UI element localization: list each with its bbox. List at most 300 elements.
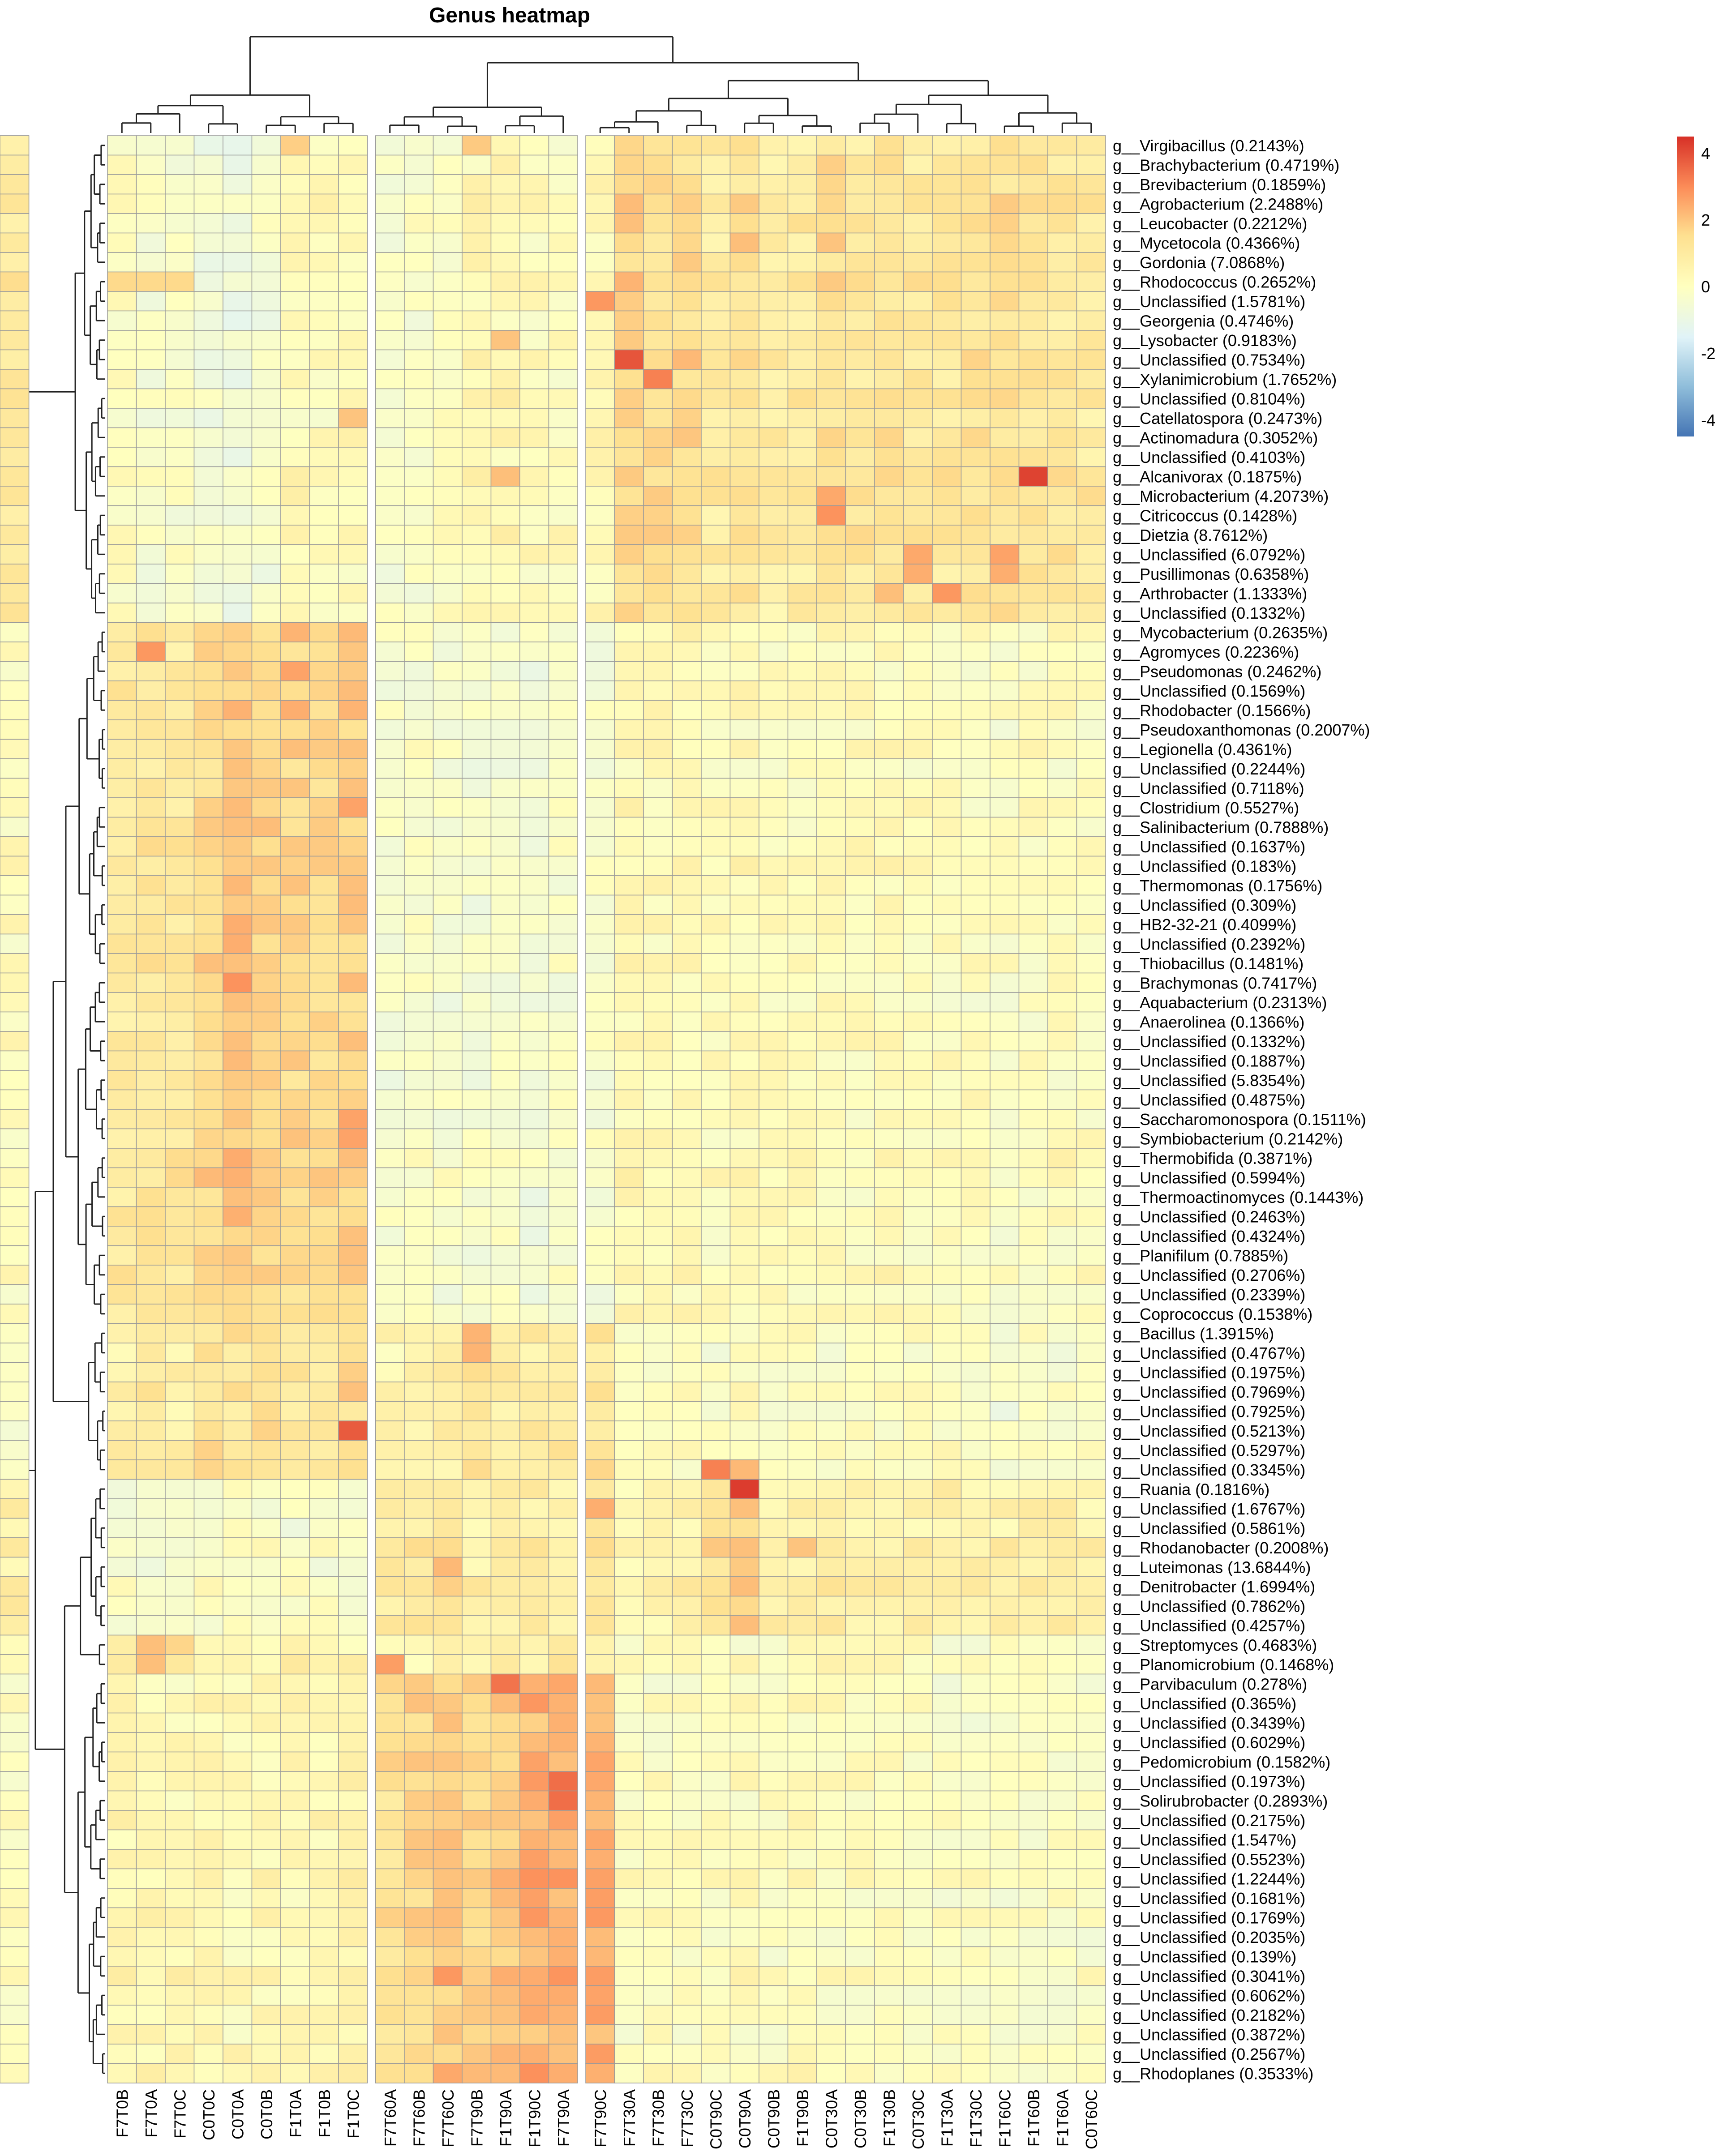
heatmap-cell <box>875 1966 904 1986</box>
heatmap-cell <box>615 1771 644 1791</box>
heatmap-cell <box>788 428 817 448</box>
heatmap-cell <box>491 798 520 817</box>
heatmap-cell <box>643 1596 673 1616</box>
heatmap-cell <box>875 1538 904 1557</box>
heatmap-cell <box>643 1226 673 1246</box>
heatmap-cell <box>673 175 702 194</box>
heatmap-cell <box>788 856 817 876</box>
heatmap-cell <box>730 467 759 487</box>
heatmap-cell <box>0 934 29 954</box>
heatmap-cell <box>730 1168 759 1188</box>
heatmap-cell <box>433 779 463 798</box>
heatmap-cell <box>404 1810 433 1830</box>
heatmap-cell <box>701 2064 730 2083</box>
heatmap-cell <box>1019 1012 1048 1032</box>
heatmap-cell <box>846 486 875 506</box>
heatmap-cell <box>875 252 904 272</box>
heatmap-cell <box>1048 272 1077 292</box>
heatmap-cell <box>404 1168 433 1188</box>
heatmap-cell <box>904 486 933 506</box>
heatmap-cell <box>137 1421 166 1441</box>
heatmap-cell <box>730 564 759 584</box>
heatmap-cell <box>990 1694 1019 1713</box>
heatmap-cell <box>252 233 281 253</box>
heatmap-cell <box>904 389 933 409</box>
heatmap-cell <box>281 584 310 603</box>
heatmap-cell <box>788 817 817 837</box>
heatmap-cell <box>376 1421 405 1441</box>
heatmap-cell <box>310 1031 339 1051</box>
heatmap-cell <box>339 1109 368 1129</box>
heatmap-cell <box>165 272 194 292</box>
heatmap-cell <box>875 817 904 837</box>
heatmap-cell <box>615 1849 644 1869</box>
heatmap-cell <box>0 2064 29 2083</box>
heatmap-cell <box>615 701 644 720</box>
heatmap-cell <box>252 1538 281 1557</box>
heatmap-cell <box>759 1441 788 1460</box>
heatmap-cell <box>520 584 549 603</box>
heatmap-cell <box>223 311 252 331</box>
heatmap-cell <box>281 506 310 526</box>
heatmap-cell <box>1077 447 1106 467</box>
heatmap-cell <box>0 1343 29 1363</box>
heatmap-cell <box>1077 525 1106 545</box>
heatmap-cell <box>433 1869 463 1889</box>
heatmap-cell <box>520 252 549 272</box>
heatmap-cell <box>673 1713 702 1733</box>
heatmap-cell <box>1019 623 1048 642</box>
heatmap-cell <box>520 895 549 915</box>
heatmap-cell <box>223 428 252 448</box>
heatmap-cell <box>549 1363 578 1382</box>
heatmap-cell <box>759 1285 788 1305</box>
heatmap-cell <box>137 214 166 233</box>
heatmap-cell <box>1019 1752 1048 1772</box>
heatmap-cell <box>165 486 194 506</box>
heatmap-cell <box>520 1538 549 1557</box>
heatmap-cell <box>281 311 310 331</box>
heatmap-cell <box>339 642 368 662</box>
heatmap-cell <box>404 837 433 856</box>
heatmap-cell <box>961 330 991 350</box>
heatmap-cell <box>491 1655 520 1674</box>
heatmap-cell <box>759 1986 788 2006</box>
heatmap-cell <box>846 1187 875 1207</box>
heatmap-cell <box>643 2005 673 2025</box>
heatmap-cell <box>701 194 730 214</box>
column-labels <box>0 2075 1101 2149</box>
heatmap-cell <box>0 837 29 856</box>
heatmap-cell <box>904 525 933 545</box>
heatmap-cell <box>310 1810 339 1830</box>
heatmap-cell <box>376 467 405 487</box>
heatmap-cell <box>252 1402 281 1421</box>
heatmap-cell <box>846 895 875 915</box>
heatmap-cell <box>904 545 933 565</box>
heatmap-cell <box>788 1596 817 1616</box>
heatmap-cell <box>1048 1285 1077 1305</box>
heatmap-cell <box>961 1908 991 1928</box>
heatmap-cell <box>281 1441 310 1460</box>
column-label: F1T60C <box>995 2089 1014 2148</box>
heatmap-cell <box>904 584 933 603</box>
heatmap-cell <box>404 525 433 545</box>
heatmap-cell <box>961 1480 991 1499</box>
heatmap-cell <box>462 1655 491 1674</box>
heatmap-cell <box>788 1168 817 1188</box>
heatmap-cell <box>904 1830 933 1850</box>
heatmap-cell <box>730 740 759 759</box>
heatmap-cell <box>194 1499 223 1519</box>
heatmap-cell <box>252 1966 281 1986</box>
heatmap-cell <box>586 1849 615 1869</box>
heatmap-cell <box>586 1869 615 1889</box>
heatmap-cell <box>404 330 433 350</box>
heatmap-cell <box>376 1557 405 1577</box>
heatmap-cell <box>586 545 615 565</box>
heatmap-cell <box>990 603 1019 623</box>
heatmap-cell <box>165 1752 194 1772</box>
heatmap-cell <box>252 662 281 681</box>
heatmap-cell <box>788 408 817 428</box>
heatmap-cell <box>961 311 991 331</box>
heatmap-cell <box>643 759 673 779</box>
heatmap-cell <box>643 447 673 467</box>
heatmap-cell <box>137 1265 166 1285</box>
row-label: g__Unclassified (0.1975%) <box>1113 1363 1306 1382</box>
heatmap-cell <box>107 175 137 194</box>
heatmap-cell <box>165 1421 194 1441</box>
column-label: F7T90A <box>554 2089 573 2147</box>
heatmap-cell <box>376 1012 405 1032</box>
heatmap-cell <box>990 1966 1019 1986</box>
heatmap-cell <box>615 1538 644 1557</box>
heatmap-cell <box>615 1655 644 1674</box>
heatmap-cell <box>932 1577 961 1596</box>
heatmap-cell <box>1019 662 1048 681</box>
heatmap-cell <box>0 1226 29 1246</box>
heatmap-cell <box>759 1596 788 1616</box>
heatmap-cell <box>846 1109 875 1129</box>
heatmap-cell <box>759 2005 788 2025</box>
heatmap-cell <box>310 701 339 720</box>
heatmap-cell <box>223 525 252 545</box>
heatmap-cell <box>165 1148 194 1168</box>
heatmap-cell <box>194 934 223 954</box>
heatmap-cell <box>404 1713 433 1733</box>
heatmap-cell <box>904 973 933 993</box>
heatmap-cell <box>817 1810 846 1830</box>
heatmap-cell <box>520 1635 549 1655</box>
heatmap-cell <box>520 876 549 895</box>
heatmap-cell <box>961 467 991 487</box>
heatmap-cell <box>788 623 817 642</box>
heatmap-cell <box>310 1265 339 1285</box>
heatmap-cell <box>223 1480 252 1499</box>
heatmap-cell <box>701 369 730 389</box>
heatmap-cell <box>107 1441 137 1460</box>
heatmap-cell <box>817 662 846 681</box>
heatmap-cell <box>1019 408 1048 428</box>
heatmap-cell <box>961 992 991 1012</box>
heatmap-cell <box>310 856 339 876</box>
heatmap-cell <box>223 1966 252 1986</box>
heatmap-cell <box>281 1908 310 1928</box>
heatmap-cell <box>491 681 520 701</box>
heatmap-cell <box>520 954 549 973</box>
heatmap-cell <box>961 603 991 623</box>
heatmap-cell <box>1048 1246 1077 1266</box>
heatmap-cell <box>0 1129 29 1149</box>
heatmap-cell <box>817 915 846 934</box>
heatmap-cell <box>817 136 846 155</box>
heatmap-cell <box>673 603 702 623</box>
heatmap-cell <box>643 779 673 798</box>
heatmap-cell <box>904 915 933 934</box>
heatmap-cell <box>846 1810 875 1830</box>
heatmap-cell <box>310 837 339 856</box>
heatmap-cell <box>586 389 615 409</box>
heatmap-cell <box>673 701 702 720</box>
heatmap-cell <box>759 934 788 954</box>
heatmap-cell <box>701 1168 730 1188</box>
row-label: g__Mycobacterium (0.2635%) <box>1113 623 1328 642</box>
heatmap-cell <box>0 525 29 545</box>
heatmap-cell <box>643 740 673 759</box>
heatmap-cell <box>701 954 730 973</box>
heatmap-cell <box>137 759 166 779</box>
heatmap-cell <box>904 136 933 155</box>
heatmap-cell <box>339 525 368 545</box>
heatmap-cell <box>1077 856 1106 876</box>
heatmap-cell <box>137 1031 166 1051</box>
heatmap-cell <box>875 954 904 973</box>
heatmap-cell <box>990 311 1019 331</box>
heatmap-cell <box>549 1402 578 1421</box>
heatmap-cell <box>491 1752 520 1772</box>
heatmap-cell <box>586 1421 615 1441</box>
heatmap-cell <box>586 973 615 993</box>
heatmap-cell <box>990 1908 1019 1928</box>
heatmap-cell <box>846 1402 875 1421</box>
row-label: g__Unclassified (0.2035%) <box>1113 1928 1306 1946</box>
heatmap-cell <box>759 642 788 662</box>
heatmap-cell <box>339 330 368 350</box>
heatmap-cell <box>520 1480 549 1499</box>
heatmap-cell <box>673 1966 702 1986</box>
heatmap-cell <box>673 1051 702 1071</box>
heatmap-cell <box>701 1947 730 1967</box>
heatmap-cell <box>730 252 759 272</box>
heatmap-cell <box>137 1363 166 1382</box>
heatmap-cell <box>1048 1927 1077 1947</box>
heatmap-cell <box>376 369 405 389</box>
heatmap-cell <box>817 1421 846 1441</box>
heatmap-cell <box>223 1732 252 1752</box>
heatmap-cell <box>817 2044 846 2064</box>
heatmap-cell <box>462 1869 491 1889</box>
heatmap-cell <box>701 798 730 817</box>
heatmap-cell <box>730 973 759 993</box>
heatmap-cell <box>1019 214 1048 233</box>
heatmap-cell <box>223 798 252 817</box>
heatmap-cell <box>223 545 252 565</box>
heatmap-cell <box>549 1129 578 1149</box>
heatmap-cell <box>137 1674 166 1694</box>
heatmap-cell <box>310 681 339 701</box>
heatmap-cell <box>701 1771 730 1791</box>
heatmap-cell <box>404 1382 433 1402</box>
heatmap-cell <box>846 291 875 311</box>
heatmap-cell <box>339 1927 368 1947</box>
heatmap-cell <box>281 233 310 253</box>
heatmap-cell <box>730 350 759 370</box>
heatmap-cell <box>875 1830 904 1850</box>
heatmap-cell <box>433 1577 463 1596</box>
heatmap-cell <box>433 350 463 370</box>
heatmap-cell <box>137 1869 166 1889</box>
heatmap-cell <box>932 350 961 370</box>
heatmap-cell <box>961 798 991 817</box>
heatmap-cell <box>759 1830 788 1850</box>
heatmap-cell <box>643 252 673 272</box>
heatmap-cell <box>615 1908 644 1928</box>
heatmap-cell <box>404 194 433 214</box>
heatmap-cell <box>1019 1635 1048 1655</box>
heatmap-cell <box>107 817 137 837</box>
heatmap-cell <box>846 1674 875 1694</box>
heatmap-cell <box>701 837 730 856</box>
heatmap-cell <box>339 1031 368 1051</box>
heatmap-cell <box>194 1051 223 1071</box>
heatmap-cell <box>788 1674 817 1694</box>
heatmap-cell <box>615 1947 644 1967</box>
heatmap-cell <box>252 1947 281 1967</box>
heatmap-cell <box>194 1577 223 1596</box>
heatmap-cell <box>491 525 520 545</box>
heatmap-cell <box>846 428 875 448</box>
heatmap-cell <box>643 214 673 233</box>
heatmap-cell <box>281 1402 310 1421</box>
heatmap-cell <box>586 1830 615 1850</box>
heatmap-cell <box>1077 740 1106 759</box>
heatmap-cell <box>549 272 578 292</box>
heatmap-cell <box>759 1713 788 1733</box>
heatmap-cell <box>310 2064 339 2083</box>
heatmap-cell <box>1077 1655 1106 1674</box>
heatmap-cell <box>615 1129 644 1149</box>
heatmap-cell <box>491 1460 520 1480</box>
heatmap-cell <box>730 1480 759 1499</box>
heatmap-cell <box>759 837 788 856</box>
heatmap-cell <box>673 1265 702 1285</box>
heatmap-cell <box>673 1655 702 1674</box>
heatmap-cell <box>759 525 788 545</box>
heatmap-cell <box>462 311 491 331</box>
heatmap-cell <box>281 1596 310 1616</box>
heatmap-cell <box>433 1596 463 1616</box>
heatmap-cell <box>520 1304 549 1324</box>
heatmap-cell <box>932 545 961 565</box>
heatmap-cell <box>730 175 759 194</box>
column-label: C0T90A <box>735 2089 754 2149</box>
heatmap-cell <box>549 1051 578 1071</box>
heatmap-cell <box>137 973 166 993</box>
heatmap-cell <box>961 876 991 895</box>
heatmap-cell <box>1019 2044 1048 2064</box>
heatmap-cell <box>1077 1343 1106 1363</box>
heatmap-cell <box>586 1596 615 1616</box>
heatmap-cell <box>404 603 433 623</box>
heatmap-cell <box>932 740 961 759</box>
heatmap-cell <box>875 720 904 740</box>
heatmap-cell <box>701 311 730 331</box>
heatmap-cell <box>904 350 933 370</box>
heatmap-cell <box>252 1908 281 1928</box>
heatmap-cell <box>932 915 961 934</box>
heatmap-cell <box>520 1421 549 1441</box>
row-label: g__Unclassified (0.309%) <box>1113 896 1297 915</box>
heatmap-cell <box>107 1246 137 1266</box>
heatmap-cell <box>615 1187 644 1207</box>
heatmap-cell <box>404 1908 433 1928</box>
heatmap-cell <box>701 1070 730 1090</box>
heatmap-cell <box>643 1480 673 1499</box>
heatmap-cell <box>1019 1246 1048 1266</box>
heatmap-cell <box>520 603 549 623</box>
heatmap-cells <box>0 136 1106 2083</box>
heatmap-cell <box>673 1460 702 1480</box>
heatmap-cell <box>759 1908 788 1928</box>
heatmap-cell <box>961 1791 991 1811</box>
heatmap-cell <box>520 2005 549 2025</box>
heatmap-cell <box>846 1596 875 1616</box>
heatmap-cell <box>730 1343 759 1363</box>
heatmap-cell <box>586 1791 615 1811</box>
heatmap-cell <box>730 272 759 292</box>
heatmap-cell <box>788 1246 817 1266</box>
heatmap-cell <box>223 1148 252 1168</box>
heatmap-cell <box>339 1421 368 1441</box>
heatmap-cell <box>107 1070 137 1090</box>
heatmap-cell <box>462 545 491 565</box>
heatmap-cell <box>462 1830 491 1850</box>
heatmap-cell <box>817 2025 846 2045</box>
heatmap-cell <box>281 1947 310 1967</box>
heatmap-cell <box>990 1849 1019 1869</box>
heatmap-cell <box>759 623 788 642</box>
row-label: g__Virgibacillus (0.2143%) <box>1113 136 1304 155</box>
heatmap-cell <box>433 467 463 487</box>
heatmap-cell <box>586 681 615 701</box>
heatmap-cell <box>932 155 961 175</box>
heatmap-cell <box>904 856 933 876</box>
heatmap-cell <box>615 350 644 370</box>
heatmap-cell <box>223 1304 252 1324</box>
heatmap-cell <box>788 369 817 389</box>
heatmap-cell <box>339 272 368 292</box>
heatmap-cell <box>0 1168 29 1188</box>
heatmap-cell <box>904 1713 933 1733</box>
heatmap-cell <box>404 1557 433 1577</box>
heatmap-cell <box>165 350 194 370</box>
heatmap-cell <box>107 1752 137 1772</box>
heatmap-cell <box>194 1752 223 1772</box>
heatmap-cell <box>194 642 223 662</box>
heatmap-cell <box>0 506 29 526</box>
row-label: g__Solirubrobacter (0.2893%) <box>1113 1792 1328 1810</box>
